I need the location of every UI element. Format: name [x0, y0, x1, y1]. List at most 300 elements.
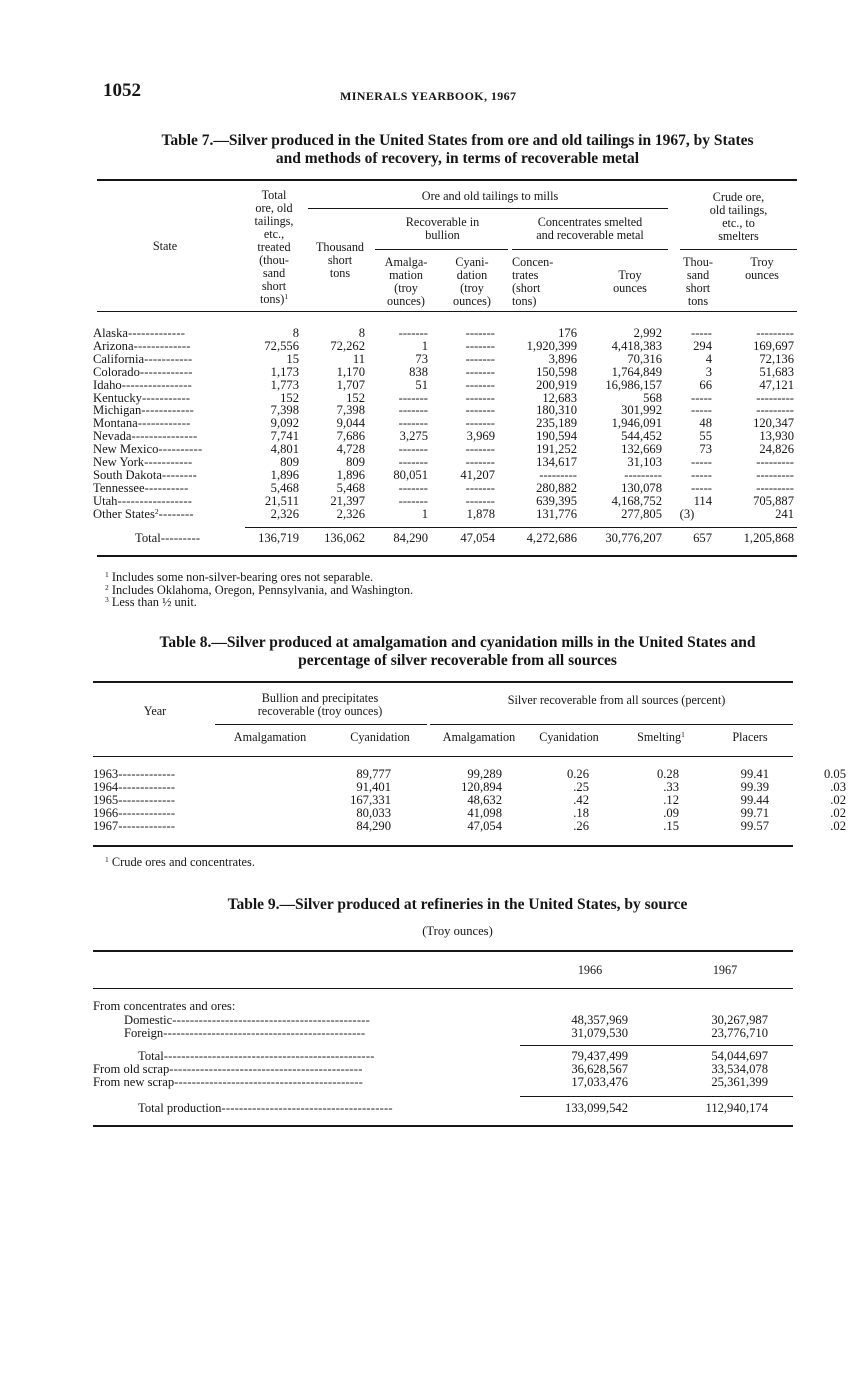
- leader-dots: ------------: [137, 416, 191, 431]
- t7-total: 21,511: [264, 493, 299, 508]
- t7-h-cy-l3: (troy: [460, 281, 484, 295]
- t7-header-crude-tons: [676, 256, 720, 308]
- t7-h-total-l6: (thou-: [259, 253, 289, 267]
- t7-state-text: Alaska: [93, 326, 128, 340]
- t9-1966: 36,628,567: [571, 1061, 628, 1076]
- t7-header-amalg: [374, 256, 438, 308]
- table7-total: [93, 532, 794, 545]
- t7-amalg: -------: [398, 403, 428, 418]
- t7-amalg: 73: [415, 351, 428, 366]
- leader-dots: ---------------------------------------: [221, 1101, 393, 1115]
- t7-thousand: 7,686: [336, 429, 365, 444]
- t7-thousand: 72,262: [330, 338, 365, 353]
- t9-section-label: From concentrates and ores:: [93, 999, 236, 1013]
- t7-h-cy-l4: ounces): [453, 294, 491, 308]
- table-row: [93, 768, 846, 781]
- t7-cyan: -------: [465, 364, 495, 379]
- t9-header-1966: 1966: [577, 963, 603, 977]
- t7-amalg: -------: [398, 326, 428, 340]
- t7-h-cr-l4: smelters: [718, 229, 759, 243]
- t7-amalg: 51: [415, 377, 428, 392]
- table-row: [93, 353, 794, 366]
- t7-h-bul-l1: Recoverable in: [405, 215, 480, 229]
- t7-thousand: 2,326: [336, 506, 365, 521]
- t9-label-text: Domestic: [124, 1013, 173, 1027]
- t8-p-amalg: .25: [573, 779, 589, 794]
- t7-h-cr-l1: Crude ore,: [712, 190, 765, 204]
- leader-dots: -------------: [118, 792, 176, 807]
- table9-bottom-rule: [93, 1125, 793, 1127]
- t7-header-thousand: [305, 241, 375, 280]
- t7-crude-tons: 48: [699, 416, 712, 431]
- t7-state-text: Tennessee: [93, 480, 145, 495]
- t7-h-tr-l2: ounces: [613, 281, 647, 295]
- leader-dots: -------------: [118, 779, 176, 794]
- table-row: [93, 392, 794, 405]
- t7-header-troy: [595, 269, 665, 295]
- t7-troy: 544,452: [621, 429, 662, 444]
- table-row: [93, 443, 794, 456]
- t9-label: [93, 1102, 518, 1115]
- t7-h-total-l7: sand: [262, 266, 286, 280]
- footnote-mark: 1: [105, 855, 109, 864]
- table8-title-line1: Table 8.—Silver produced at amalgamation and cyanidation mills in the United States and: [159, 634, 756, 651]
- table-row: [93, 820, 846, 833]
- t7-h-ct-l1: Thou-: [683, 255, 713, 269]
- leader-dots: --------: [158, 506, 194, 521]
- t8-amalg: 84,290: [356, 818, 391, 833]
- t7-troy: 4,168,752: [611, 493, 662, 508]
- t7-total: 15: [286, 351, 299, 366]
- table-row: [93, 1102, 768, 1115]
- t9-total-rule: [520, 1096, 793, 1097]
- t8-year-text: 1966: [93, 805, 119, 820]
- t9-label-text: From new scrap: [93, 1074, 175, 1089]
- t7-amalg: -------: [398, 480, 428, 495]
- table-row: [93, 340, 794, 353]
- running-head: MINERALS YEARBOOK, 1967: [340, 89, 517, 103]
- table-row: [93, 482, 794, 495]
- t8-year: [93, 820, 228, 833]
- leader-dots: ---------------------------------------------: [172, 1013, 371, 1027]
- table7-body: [93, 327, 794, 521]
- t7-crude-troy: 47,121: [759, 377, 794, 392]
- t8-year-text: 1965: [93, 792, 119, 807]
- t7-amalg: 1: [421, 338, 428, 353]
- t7-amalg: -------: [398, 416, 428, 431]
- t7-h-tr-l1: Troy: [618, 268, 642, 282]
- t8-smelting: 99.57: [740, 818, 769, 833]
- table9-total: [93, 1102, 768, 1115]
- t7-h-bul-l2: bullion: [425, 228, 460, 242]
- t7-thousand: 8: [358, 326, 365, 340]
- leader-dots: -----------: [141, 390, 191, 405]
- t7-h-co-l2: trates: [512, 268, 539, 282]
- t7-troy: ---------: [624, 467, 662, 482]
- t9-1967: 30,267,987: [711, 1013, 768, 1027]
- t7-header-bullion: [375, 216, 510, 242]
- t7-conc: 3,896: [548, 351, 577, 366]
- table-row: [93, 781, 846, 794]
- footnote-text: Less than ½ unit.: [111, 595, 197, 609]
- t7-troy: 4,418,383: [611, 338, 662, 353]
- t7-state-text: New York: [93, 455, 145, 470]
- t7-total-rule: [245, 527, 797, 528]
- t7-state-text: Utah: [93, 493, 118, 508]
- t7-h-total-l1: Total: [261, 188, 287, 202]
- footnote-mark: 3: [105, 595, 109, 604]
- t7-troy: 30,776,207: [605, 531, 662, 545]
- footnote-text: Crude ores and concentrates.: [111, 855, 255, 869]
- leader-dots: -------------: [133, 338, 191, 353]
- t7-conc: 4,272,686: [526, 531, 577, 545]
- t7-conc: 639,395: [536, 493, 577, 508]
- t8-placers: .02: [830, 805, 846, 820]
- t8-p-cyan: .09: [663, 805, 679, 820]
- footnote: [105, 596, 413, 609]
- t7-state: [93, 508, 245, 521]
- t7-troy: 277,805: [621, 506, 662, 521]
- leader-dots: ----------------------------------------------: [163, 1025, 366, 1040]
- t7-header-state: State: [152, 239, 178, 253]
- t7-conc: 176: [558, 326, 577, 340]
- t7-cyan: -------: [465, 493, 495, 508]
- t7-crude-tons: 3: [705, 364, 712, 379]
- t8-smelting: 99.41: [740, 767, 769, 781]
- table-row: [93, 794, 846, 807]
- t8-year-text: 1967: [93, 818, 119, 833]
- t7-cyan: -------: [465, 377, 495, 392]
- t7-crude-tons: 114: [693, 493, 712, 508]
- table-row: [93, 469, 794, 482]
- table8-body: [93, 768, 846, 833]
- t8-bullion-rule: [215, 724, 427, 725]
- t7-total: 7,741: [270, 429, 299, 444]
- leader-dots: ---------------: [131, 429, 198, 444]
- t7-h-cy-l1: Cyani-: [455, 255, 489, 269]
- t7-bottom-rule: [97, 555, 797, 557]
- t7-cyan: 1,878: [466, 506, 495, 521]
- t7-thousand: 1,896: [336, 467, 365, 482]
- t7-cyan: -------: [465, 442, 495, 457]
- t7-conc: 235,189: [536, 416, 577, 431]
- t7-crude-troy: ---------: [756, 390, 794, 405]
- t7-state-text: Kentucky: [93, 390, 142, 405]
- table7-title-line1: Table 7.—Silver produced in the United States from ore and old tailings in 1967, by States: [161, 132, 754, 149]
- t7-troy: 301,992: [621, 403, 662, 418]
- t7-thousand: 7,398: [336, 403, 365, 418]
- t7-h-th-l3: tons: [329, 266, 351, 280]
- t9-label-text: Total: [138, 1049, 164, 1063]
- t7-amalg: 1: [421, 506, 428, 521]
- leader-dots: ------------: [139, 364, 193, 379]
- leader-dots: -------------: [127, 326, 186, 340]
- t7-total: 9,092: [270, 416, 299, 431]
- t7-thousand: 4,728: [336, 442, 365, 457]
- t7-troy: 70,316: [627, 351, 662, 366]
- t7-h-cy-l2: dation: [456, 268, 488, 282]
- t7-crude-troy: 13,930: [759, 429, 794, 444]
- t7-conc: 134,617: [536, 455, 577, 470]
- t8-p-amalg: .42: [573, 792, 589, 807]
- t7-crude-troy: ---------: [756, 455, 794, 470]
- t9-1966: 17,033,476: [571, 1074, 628, 1089]
- t7-crude-troy: ---------: [756, 467, 794, 482]
- t9-1967: 54,044,697: [711, 1049, 768, 1063]
- t8-cyan: 48,632: [467, 792, 502, 807]
- t9-1966: 79,437,499: [571, 1049, 628, 1063]
- t7-conc: 190,594: [536, 429, 577, 444]
- t7-crude-tons: -----: [691, 326, 712, 340]
- t7-crude-troy: 24,826: [759, 442, 794, 457]
- t7-footnotes: [105, 571, 413, 609]
- t7-crude-tons: 657: [693, 531, 712, 545]
- t7-header-conc-group: [512, 216, 668, 242]
- t7-crude-troy: 705,887: [753, 493, 794, 508]
- t7-h-co-l1: Concen-: [512, 255, 554, 269]
- t8-header-bottom-rule: [93, 756, 793, 757]
- t7-crude-troy: 169,697: [753, 338, 794, 353]
- t7-h-ct-l2: sand: [686, 268, 710, 282]
- t8-amalg: 91,401: [356, 779, 391, 794]
- t7-thousand: 1,170: [336, 364, 365, 379]
- t7-h-am-l1: Amalga-: [384, 255, 428, 269]
- t7-h-total-l8: short: [261, 279, 287, 293]
- t7-crude-tons: -----: [691, 467, 712, 482]
- t8-header-percent-group: Silver recoverable from all sources (percent): [507, 693, 726, 707]
- leader-dots: ----------------: [121, 377, 192, 392]
- t7-conc: 131,776: [536, 506, 577, 521]
- t7-header-mills-group: Ore and old tailings to mills: [421, 189, 559, 203]
- t7-thousand: 9,044: [336, 416, 365, 431]
- t7-h-total-l3: tailings,: [254, 214, 294, 228]
- t7-h-ctr-l1: Troy: [750, 255, 774, 269]
- t8-placers: .02: [830, 792, 846, 807]
- t7-h-total-l5: treated: [257, 240, 291, 254]
- leader-dots: -------------: [118, 805, 176, 820]
- t7-conc: 191,252: [536, 442, 577, 457]
- t7-h-co-l4: tons): [512, 294, 537, 308]
- page-number: 1052: [103, 80, 141, 101]
- t7-h-am-l4: ounces): [387, 294, 425, 308]
- table7-title-line2: and methods of recovery, in terms of recoverable metal: [275, 150, 640, 167]
- leader-dots: -------------: [118, 767, 176, 781]
- t7-crude-troy: 241: [775, 506, 794, 521]
- t7-header-crude: [680, 191, 797, 243]
- t7-state-text: Nevada: [93, 429, 132, 444]
- t7-thousand: 1,707: [336, 377, 365, 392]
- t8-header-col1: Amalgamation: [233, 730, 307, 744]
- t8-header-col4: Cyanidation: [539, 730, 599, 744]
- t7-state-text: Other States: [93, 506, 155, 521]
- table9-body-b: [93, 1050, 768, 1089]
- t7-cyan: -------: [465, 390, 495, 405]
- t7-troy: 130,078: [621, 480, 662, 495]
- t7-conc: 280,882: [536, 480, 577, 495]
- t7-troy: 31,103: [627, 455, 662, 470]
- t7-amalg: -------: [398, 442, 428, 457]
- t7-amalg: -------: [398, 390, 428, 405]
- t7-total: 1,773: [270, 377, 299, 392]
- t7-conc: 200,919: [536, 377, 577, 392]
- t8-cyan: 99,289: [467, 767, 502, 781]
- t7-h-total-l2: ore, old: [255, 201, 293, 215]
- footnote-text: Includes Oklahoma, Oregon, Pennsylvania, and Washington.: [111, 582, 414, 597]
- t8-h-bul-l2: recoverable (troy ounces): [257, 704, 383, 718]
- t7-crude-tons: -----: [691, 390, 712, 405]
- t8-placers: .02: [830, 818, 846, 833]
- table9-body-a: [93, 1014, 768, 1040]
- table9-subtitle: (Troy ounces): [422, 924, 493, 938]
- leader-dots: --------------------------------------------: [169, 1061, 363, 1076]
- t8-cyan: 120,894: [461, 779, 502, 794]
- t8-footnote: [105, 856, 255, 869]
- t8-smelting: 99.39: [740, 779, 769, 794]
- t7-header-crude-troy: [730, 256, 794, 282]
- t9-1967: 33,534,078: [711, 1061, 768, 1076]
- t7-state-text: Michigan: [93, 403, 142, 418]
- t7-crude-tons: 55: [699, 429, 712, 444]
- t7-crude-troy: 72,136: [759, 351, 794, 366]
- t7-mills-rule: [308, 208, 668, 209]
- t8-bottom-rule: [93, 845, 793, 847]
- t7-header-conc: [512, 256, 572, 308]
- t9-header-bottom-rule: [93, 988, 793, 989]
- t7-cyan: -------: [465, 403, 495, 418]
- t7-cyan: 47,054: [460, 531, 495, 545]
- t7-header-bottom-rule: [97, 311, 797, 312]
- t7-cyan: -------: [465, 351, 495, 366]
- t7-h-ctr-l2: ounces: [745, 268, 779, 282]
- t7-crude-tons: -----: [691, 480, 712, 495]
- t9-1967: 23,776,710: [711, 1025, 768, 1040]
- t7-amalg: 838: [409, 364, 428, 379]
- t7-conc: ---------: [539, 467, 577, 482]
- t7-thousand: 136,062: [324, 531, 365, 545]
- t7-crude-troy: ---------: [756, 403, 794, 418]
- t8-header-bullion: [215, 692, 425, 718]
- t7-cyan: -------: [465, 338, 495, 353]
- t7-thousand: 11: [352, 351, 365, 366]
- table-row: [93, 1076, 768, 1089]
- t7-troy: 568: [643, 390, 662, 405]
- t7-bullion-rule: [375, 249, 508, 250]
- t7-crude-tons: -----: [691, 403, 712, 418]
- t7-total: 1,173: [270, 364, 299, 379]
- t7-h-total-l4: etc.,: [263, 227, 285, 241]
- t7-h-cg-l2: and recoverable metal: [536, 228, 644, 242]
- t8-footnote-ref: 1: [681, 730, 685, 739]
- t7-h-am-l3: (troy: [394, 281, 418, 295]
- t7-h-cr-l3: etc., to: [722, 216, 755, 230]
- t9-label-text: Total production: [138, 1101, 222, 1115]
- t7-thousand: 809: [346, 455, 365, 470]
- t7-total: 136,719: [258, 531, 299, 545]
- t7-amalg: -------: [398, 493, 428, 508]
- t7-total: 2,326: [270, 506, 299, 521]
- table-row: [93, 532, 794, 545]
- t8-cyan: 47,054: [467, 818, 502, 833]
- t8-smelting: 99.44: [740, 792, 769, 807]
- t8-h-bul-l1: Bullion and precipitates: [261, 691, 379, 705]
- t8-p-cyan: .12: [663, 792, 679, 807]
- t7-total: 5,468: [270, 480, 299, 495]
- t7-conc: 180,310: [536, 403, 577, 418]
- t7-crude-tons: -----: [691, 455, 712, 470]
- leader-dots: ------------: [141, 403, 195, 418]
- t7-crude-troy: 120,347: [753, 416, 794, 431]
- leader-dots: ----------: [144, 480, 189, 495]
- t8-amalg: 167,331: [350, 792, 391, 807]
- t7-troy: 1,946,091: [611, 416, 662, 431]
- t7-h-ct-l4: tons: [687, 294, 709, 308]
- t9-1966: 48,357,969: [571, 1013, 628, 1027]
- t7-total: 7,398: [270, 403, 299, 418]
- t9-header-1967: 1967: [712, 963, 738, 977]
- t8-amalg: 80,033: [356, 805, 391, 820]
- leader-dots: --------: [161, 467, 198, 482]
- t7-h-cr-l2: old tailings,: [709, 203, 768, 217]
- t7-amalg: 80,051: [393, 467, 428, 482]
- t9-1967: 25,361,399: [711, 1074, 768, 1089]
- t8-header-col2: Cyanidation: [350, 730, 410, 744]
- t7-h-cg-l1: Concentrates smelted: [537, 215, 643, 229]
- t8-smelting: 99.71: [740, 805, 769, 820]
- table8-title-line2: percentage of silver recoverable from all sources: [298, 652, 617, 669]
- table-row: [93, 379, 794, 392]
- t7-cyan: 41,207: [460, 467, 495, 482]
- t7-crude-tons: (3): [679, 506, 695, 521]
- t7-total: 72,556: [264, 338, 299, 353]
- t9-label-text: Foreign: [124, 1025, 164, 1040]
- t7-footnote-ref: 1: [284, 292, 289, 301]
- table8-title: [60, 634, 855, 670]
- leader-dots: -----------: [144, 351, 193, 366]
- t7-state-text: Montana: [93, 416, 138, 431]
- t7-h-am-l2: mation: [389, 268, 423, 282]
- t8-p-cyan: 0.28: [656, 767, 679, 781]
- t7-crude-troy: ---------: [756, 326, 794, 340]
- t7-h-total-l9-text: tons): [259, 292, 285, 306]
- table-row: [93, 366, 794, 379]
- t9-label-text: From old scrap: [93, 1061, 170, 1076]
- t7-conc: 1,920,399: [526, 338, 577, 353]
- t8-p-cyan: .33: [663, 779, 679, 794]
- t7-cyan: 3,969: [466, 429, 495, 444]
- footnote-text: Includes some non-silver-bearing ores not separable.: [111, 570, 374, 584]
- leader-dots: -----------------: [117, 493, 193, 508]
- t7-state-text: Idaho: [93, 377, 122, 392]
- t8-header-col3: Amalgamation: [442, 730, 516, 744]
- table-row: [93, 417, 794, 430]
- table7-top-rule: [97, 179, 797, 181]
- t7-conc-rule: [512, 249, 668, 250]
- table-row: [93, 1027, 768, 1040]
- t7-troy: 2,992: [633, 326, 662, 340]
- leader-dots: -----------: [144, 455, 193, 470]
- t8-header-col6: Placers: [732, 730, 768, 744]
- t7-conc: 12,683: [542, 390, 577, 405]
- t7-total: 1,896: [270, 467, 299, 482]
- t7-total: 8: [292, 326, 299, 340]
- t8-header-col5: [618, 731, 704, 744]
- t7-troy: 132,669: [621, 442, 662, 457]
- table9-title: Table 9.—Silver produced at refineries in the United States, by source: [227, 896, 688, 913]
- table-row: [93, 807, 846, 820]
- t9-subtotal-rule: [520, 1045, 793, 1046]
- t7-crude-tons: 294: [693, 338, 712, 353]
- table-row: [93, 495, 794, 508]
